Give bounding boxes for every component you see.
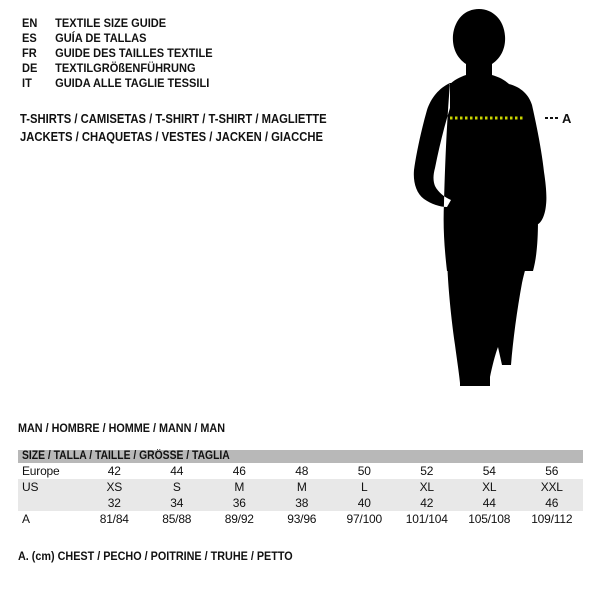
size-value-cell: XL: [482, 480, 497, 494]
language-code: FR: [22, 46, 37, 60]
language-row: [22, 61, 229, 76]
size-value-cell: 42: [107, 464, 121, 478]
size-value-cell: 46: [232, 464, 246, 478]
size-value-cell: XL: [419, 480, 434, 494]
size-value-cell: 44: [170, 464, 184, 478]
language-row-text: [22, 46, 213, 61]
man-body-shape: [414, 9, 547, 386]
language-code: ES: [22, 31, 37, 45]
language-code: IT: [22, 76, 32, 90]
size-value-cell: 105/108: [468, 512, 511, 526]
size-value-cell: 85/88: [162, 512, 192, 526]
size-table-header: [18, 450, 583, 463]
size-value-cell: M: [234, 480, 245, 494]
size-value-cell: 101/104: [405, 512, 448, 526]
garment-line-text: T-SHIRTS / CAMISETAS / T-SHIRT / T-SHIRT / MAGLIETTE: [20, 112, 327, 126]
size-value-cell: 46: [545, 496, 559, 510]
size-value-cell: S: [172, 480, 181, 494]
size-row-label: Europe: [22, 464, 60, 478]
size-row-label: US: [22, 480, 39, 494]
size-value-cell: XXL: [540, 480, 563, 494]
garment-line-text: JACKETS / CHAQUETAS / VESTES / JACKEN / GIACCHE: [20, 130, 323, 144]
language-code: DE: [22, 61, 38, 75]
size-value-cell: 56: [545, 464, 559, 478]
garment-type-lines: [20, 110, 361, 146]
language-row: [22, 46, 229, 61]
language-label: GUIDA ALLE TAGLIE TESSILI: [55, 76, 210, 90]
size-value-cell: L: [361, 480, 368, 494]
section-title-man: [18, 421, 248, 435]
man-silhouette: [405, 5, 575, 395]
language-row-text: [22, 31, 147, 46]
size-table-rows: [18, 463, 583, 528]
size-table-row: [18, 511, 583, 528]
size-value-cell: 32: [107, 496, 121, 510]
size-value-cell: XS: [106, 480, 123, 494]
language-code: EN: [22, 16, 38, 30]
size-table: [18, 450, 583, 528]
size-value-cell: 97/100: [346, 512, 382, 526]
size-table-row: [18, 479, 583, 495]
size-row-label: A: [22, 512, 30, 526]
size-value-cell: 81/84: [99, 512, 129, 526]
language-label: TEXTILGRÖßENFÜHRUNG: [55, 61, 196, 75]
language-row: [22, 16, 229, 31]
language-row-text: [22, 76, 209, 91]
size-value-cell: 50: [357, 464, 371, 478]
measure-footnote-text: A. (cm) CHEST / PECHO / POITRINE / TRUHE / PETTO: [18, 549, 293, 563]
garment-line: [20, 110, 361, 128]
size-value-cell: 40: [357, 496, 371, 510]
language-label: GUÍA DE TALLAS: [55, 31, 147, 45]
language-row: [22, 76, 229, 91]
section-title-text: MAN / HOMBRE / HOMME / MANN / MAN: [18, 421, 225, 435]
size-value-cell: 52: [420, 464, 434, 478]
size-value-cell: 109/112: [531, 512, 573, 526]
size-table-row: [18, 463, 583, 479]
language-row-text: [22, 16, 166, 31]
language-row: [22, 31, 229, 46]
measure-footnote: [18, 549, 323, 563]
size-value-cell: 34: [170, 496, 184, 510]
size-value-cell: 89/92: [224, 512, 254, 526]
size-value-cell: 48: [295, 464, 309, 478]
size-value-cell: 38: [295, 496, 309, 510]
language-row-text: [22, 61, 196, 76]
language-label: TEXTILE SIZE GUIDE: [55, 16, 167, 30]
size-row-label: [18, 495, 83, 511]
size-value-cell: 93/96: [287, 512, 317, 526]
size-value-cell: M: [296, 480, 307, 494]
size-value-cell: 36: [232, 496, 246, 510]
language-label: GUIDE DES TAILLES TEXTILE: [55, 46, 213, 60]
size-value-cell: 54: [482, 464, 496, 478]
size-value-cell: 42: [420, 496, 434, 510]
size-value-cell: 44: [482, 496, 496, 510]
measure-label-a: A: [562, 111, 572, 126]
language-list: [22, 16, 229, 91]
size-table-header-text: SIZE / TALLA / TAILLE / GRÖSSE / TAGLIA: [22, 450, 230, 462]
size-table-row: [18, 495, 583, 511]
garment-line: [20, 128, 361, 146]
